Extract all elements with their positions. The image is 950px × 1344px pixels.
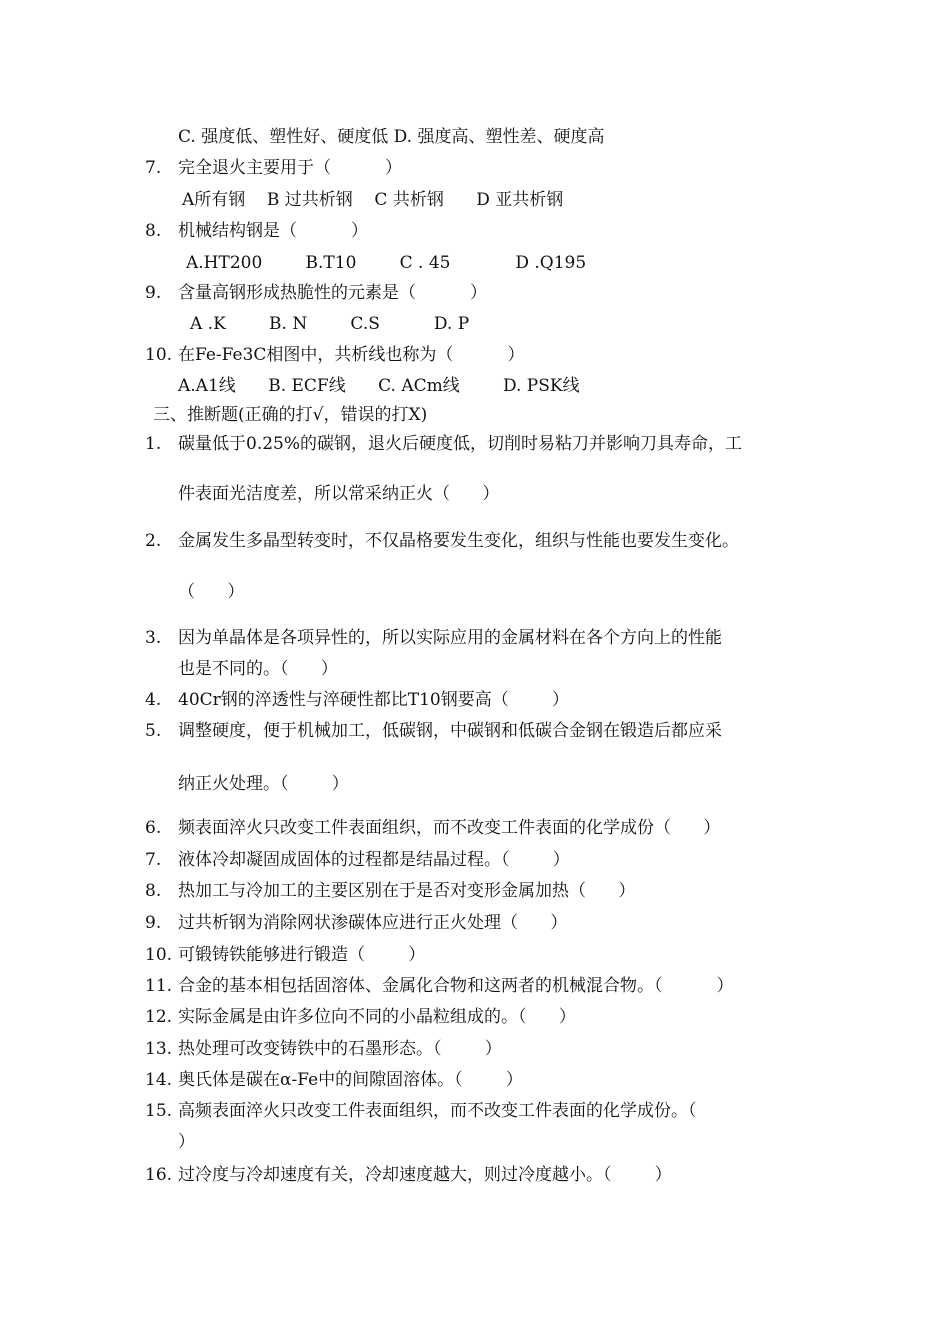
item-text: 高频表面淬火只改变工件表面组织，而不改变工件表面的化学成份。（: [178, 1101, 697, 1121]
question-options: A所有钢 B 过共析钢 C 共析钢 D 亚共析钢: [182, 190, 564, 210]
item-text-cont: 也是不同的。（ ）: [178, 659, 338, 679]
item-text: 频表面淬火只改变工件表面组织，而不改变工件表面的化学成份（ ）: [178, 818, 721, 838]
item-number: 12.: [145, 1007, 173, 1027]
item-number: 8.: [145, 881, 162, 901]
item-text: 液体冷却凝固成固体的过程都是结晶过程。（ ）: [178, 850, 570, 870]
item-number: 1.: [145, 434, 162, 454]
item-text: 热加工与冷加工的主要区别在于是否对变形金属加热（ ）: [178, 881, 636, 901]
item-number: 11.: [145, 976, 173, 996]
item-number: 5.: [145, 721, 162, 741]
option-line-cd: C. 强度低、塑性好、硬度低 D. 强度高、塑性差、硬度高: [178, 127, 605, 147]
item-number: 16.: [145, 1165, 173, 1185]
question-stem: 含量高钢形成热脆性的元素是（ ）: [178, 283, 488, 303]
item-number: 15.: [145, 1101, 173, 1121]
question-number: 7.: [145, 158, 162, 178]
question-options: A .K B. N C.S D. P: [190, 314, 470, 334]
item-text: 碳量低于0.25%的碳钢，退火后硬度低，切削时易粘刀并影响刀具寿命，工: [178, 434, 743, 454]
item-number: 6.: [145, 818, 162, 838]
item-number: 13.: [145, 1039, 173, 1059]
question-stem: 完全退火主要用于（ ）: [178, 158, 403, 178]
question-options: A.A1线 B. ECF线 C. ACm线 D. PSK线: [178, 376, 580, 396]
question-number: 10.: [145, 345, 173, 365]
item-number: 10.: [145, 945, 173, 965]
item-text: 可锻铸铁能够进行锻造（ ）: [178, 945, 426, 965]
question-number: 8.: [145, 221, 162, 241]
question-number: 9.: [145, 283, 162, 303]
question-options: A.HT200 B.T10 C . 45 D .Q195: [186, 253, 587, 273]
item-number: 3.: [145, 628, 162, 648]
item-text: 热处理可改变铸铁中的石墨形态。（ ）: [178, 1039, 502, 1059]
item-number: 9.: [145, 913, 162, 933]
item-text: 金属发生多晶型转变时，不仅晶格要发生变化，组织与性能也要发生变化。: [178, 531, 739, 551]
item-text-cont: ）: [178, 1132, 195, 1152]
item-text: 过冷度与冷却速度有关，冷却速度越大，则过冷度越小。（ ）: [178, 1165, 672, 1185]
item-text: 合金的基本相包括固溶体、金属化合物和这两者的机械混合物。（ ）: [178, 976, 734, 996]
item-text: 奥氏体是碳在α-Fe中的间隙固溶体。（ ）: [178, 1070, 523, 1090]
item-number: 2.: [145, 531, 162, 551]
item-text-cont: 件表面光洁度差，所以常采纳正火（ ）: [178, 484, 500, 504]
item-text: 因为单晶体是各项异性的，所以实际应用的金属材料在各个方向上的性能: [178, 628, 722, 648]
item-number: 14.: [145, 1070, 173, 1090]
question-stem: 机械结构钢是（ ）: [178, 221, 369, 241]
section-title: 三、推断题(正确的打√，错误的打X): [153, 405, 428, 425]
item-text: 实际金属是由许多位向不同的小晶粒组成的。（ ）: [178, 1007, 576, 1027]
item-text: 40Cr钢的淬透性与淬硬性都比T10钢要高（ ）: [178, 690, 569, 710]
item-text-cont: （ ）: [178, 582, 245, 602]
question-stem: 在Fe-Fe3C相图中，共析线也称为（ ）: [178, 345, 525, 365]
item-number: 7.: [145, 850, 162, 870]
item-text: 过共析钢为消除网状渗碳体应进行正火处理（ ）: [178, 913, 568, 933]
item-text: 调整硬度，便于机械加工，低碳钢，中碳钢和低碳合金钢在锻造后都应采: [178, 721, 722, 741]
item-number: 4.: [145, 690, 162, 710]
item-text-cont: 纳正火处理。（ ）: [178, 774, 349, 794]
